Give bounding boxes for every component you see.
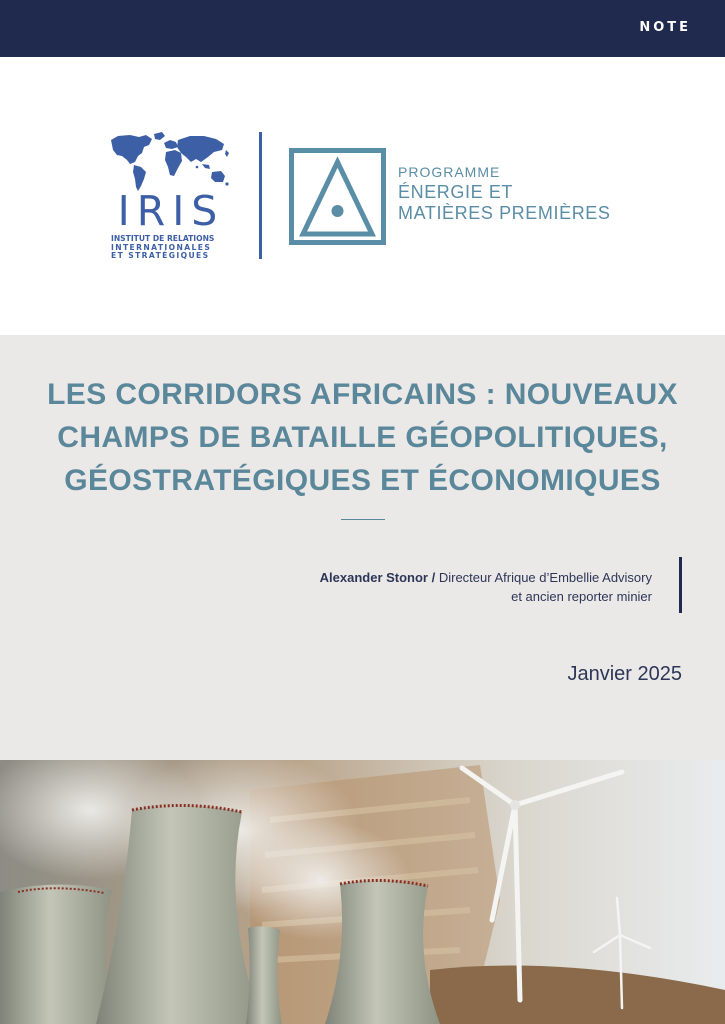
iris-wordmark: IRIS [117, 187, 225, 235]
triangle-logo-icon [289, 148, 386, 245]
publication-date: Janvier 2025 [567, 663, 682, 685]
programme-name [398, 164, 611, 223]
author-accent-bar [679, 557, 682, 613]
programme-title-line: ÉNERGIE ET [398, 182, 514, 202]
iris-logo [108, 131, 233, 261]
iris-full-name [111, 235, 233, 261]
programme-label: PROGRAMME [398, 164, 501, 180]
title-line: CHAMPS DE BATAILLE GÉOPOLITIQUES, [57, 421, 668, 454]
author-role: Directeur Afrique d’Embellie Advisory [438, 570, 652, 585]
title-section [0, 335, 725, 760]
logo-section [0, 57, 725, 335]
top-banner [0, 0, 725, 57]
author-block [320, 568, 652, 606]
logo-divider [259, 132, 262, 259]
author-line [320, 568, 652, 587]
cover-photo [0, 760, 725, 1024]
title-line: LES CORRIDORS AFRICAINS : NOUVEAUX [47, 378, 678, 411]
author-name: Alexander Stonor / [319, 570, 436, 585]
programme-title-line: MATIÈRES PREMIÈRES [398, 203, 611, 223]
iris-name-line: INSTITUT DE RELATIONS [111, 234, 215, 243]
document-title [10, 373, 715, 502]
title-underline [341, 519, 385, 520]
iris-name-line: ET STRATÉGIQUES [111, 251, 210, 261]
document-type-label: NOTE [639, 20, 691, 35]
author-role-continued: et ancien reporter minier [511, 589, 652, 604]
iris-name-line: INTERNATIONALES [111, 242, 212, 252]
title-line: GÉOSTRATÉGIQUES ET ÉCONOMIQUES [64, 464, 661, 497]
cover-photo-illustration [0, 760, 725, 1024]
world-map-icon [108, 131, 233, 193]
